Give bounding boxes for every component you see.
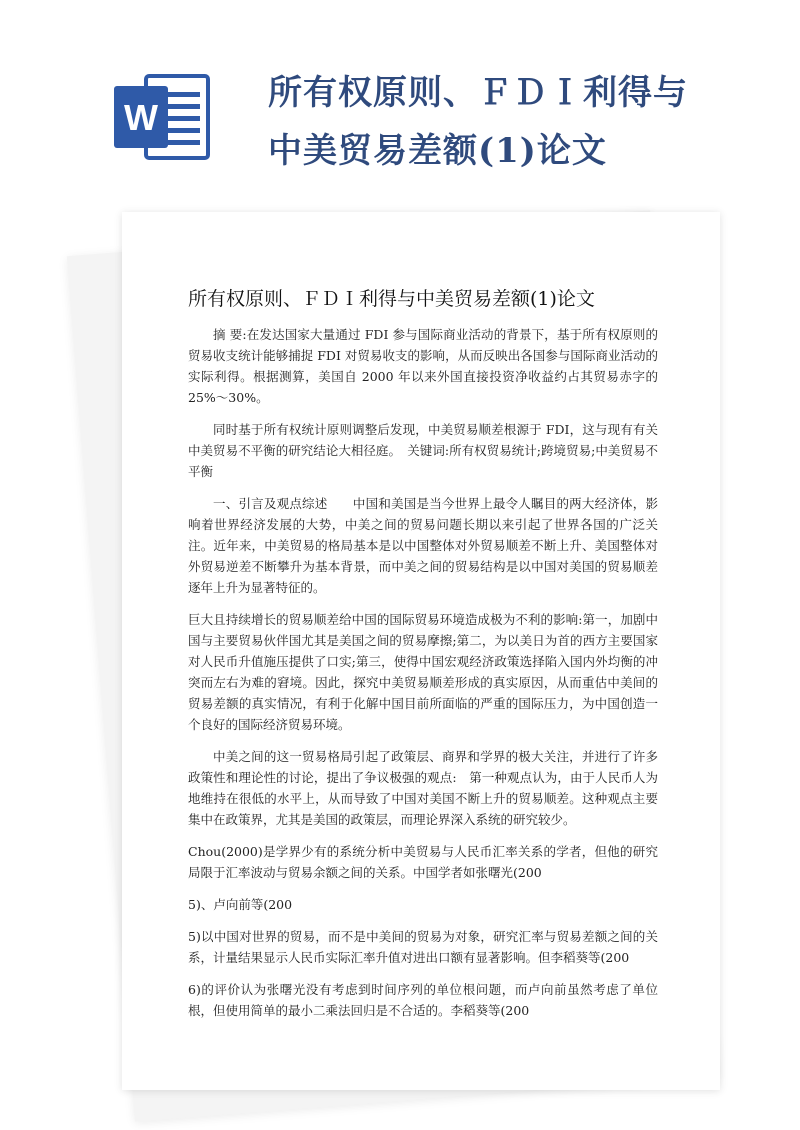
page-title: 所有权原则、ＦＤＩ利得与中美贸易差额(1)论文 (268, 73, 688, 171)
body-paragraph: 5)、卢向前等(200 (188, 897, 293, 912)
body-paragraph: 5)以中国对世界的贸易，而不是中美间的贸易为对象，研究汇率与贸易差额之间的关系，计量结果显示人民币实际汇率升值对进出口额有显著影响。但李稻葵等(200 (188, 929, 658, 965)
word-icon-letter: W (124, 97, 158, 138)
document-page (122, 212, 720, 1090)
body-paragraph: 巨大且持续增长的贸易顺差给中国的国际贸易环境造成极为不利的影响:第一，加剧中国与主要贸易伙伴国尤其是美国之间的贸易摩擦;第二，为以美日为首的西方主要国家对人民币升值施压提供了口实;第三，使得中国宏观经济政策选择陷入国内外均衡的冲突而左右为难的窘境。因此，探究中美贸易顺差形成的真实原因，从而重估中美间的贸易差额的真实情况，有利于化解中国目前所面临的严重的国际压力，为中国创造一个良好的国际经济贸易环境。 (188, 612, 658, 732)
abstract-paragraph: 摘 要:在发达国家大量通过 FDI 参与国际商业活动的背景下，基于所有权原则的贸易收支统计能够捕捉 FDI 对贸易收支的影响，从而反映出各国参与国际商业活动的实际利得。根据测算，美国自 2000 年以来外国直接投资净收益约占其贸易赤字的 25%～30%。 (188, 327, 658, 405)
document-title: 所有权原则、ＦＤＩ利得与中美贸易差额(1)论文 (188, 288, 595, 310)
body-paragraph: Chou(2000)是学界少有的系统分析中美贸易与人民币汇率关系的学者，但他的研究局限于汇率波动与贸易余额之间的关系。中国学者如张曙光(200 (188, 844, 658, 880)
body-paragraph: 6)的评价认为张曙光没有考虑到时间序列的单位根问题，而卢向前虽然考虑了单位根，但使用简单的最小二乘法回归是不合适的。李稻葵等(200 (188, 982, 658, 1018)
body-paragraph: 一、引言及观点综述 中国和美国是当今世界上最令人瞩目的两大经济体，影响着世界经济发展的大势，中美之间的贸易问题长期以来引起了世界各国的广泛关注。近年来，中美贸易的格局基本是以中国整体对外贸易顺差不断上升、美国整体对外贸易逆差不断攀升为基本背景，而中美之间的贸易结构是以中国对美国的贸易顺差逐年上升为显著特征的。 (188, 496, 658, 595)
body-paragraph: 同时基于所有权统计原则调整后发现，中美贸易顺差根源于 FDI，这与现有有关中美贸易不平衡的研究结论大相径庭。 关键词:所有权贸易统计;跨境贸易;中美贸易不平衡 (188, 422, 658, 479)
word-document-icon (112, 72, 212, 162)
document-header (0, 0, 800, 200)
body-paragraph: 中美之间的这一贸易格局引起了政策层、商界和学界的极大关注，并进行了许多政策性和理论性的讨论，提出了争议极强的观点: 第一种观点认为，由于人民币人为地维持在很低的水平上，从而导致了中国对美国不断上升的贸易顺差。这种观点主要集中在政策界，尤其是美国的政策层，而理论界深入系统的研究较少。 (188, 749, 658, 827)
document-body (188, 324, 658, 1032)
